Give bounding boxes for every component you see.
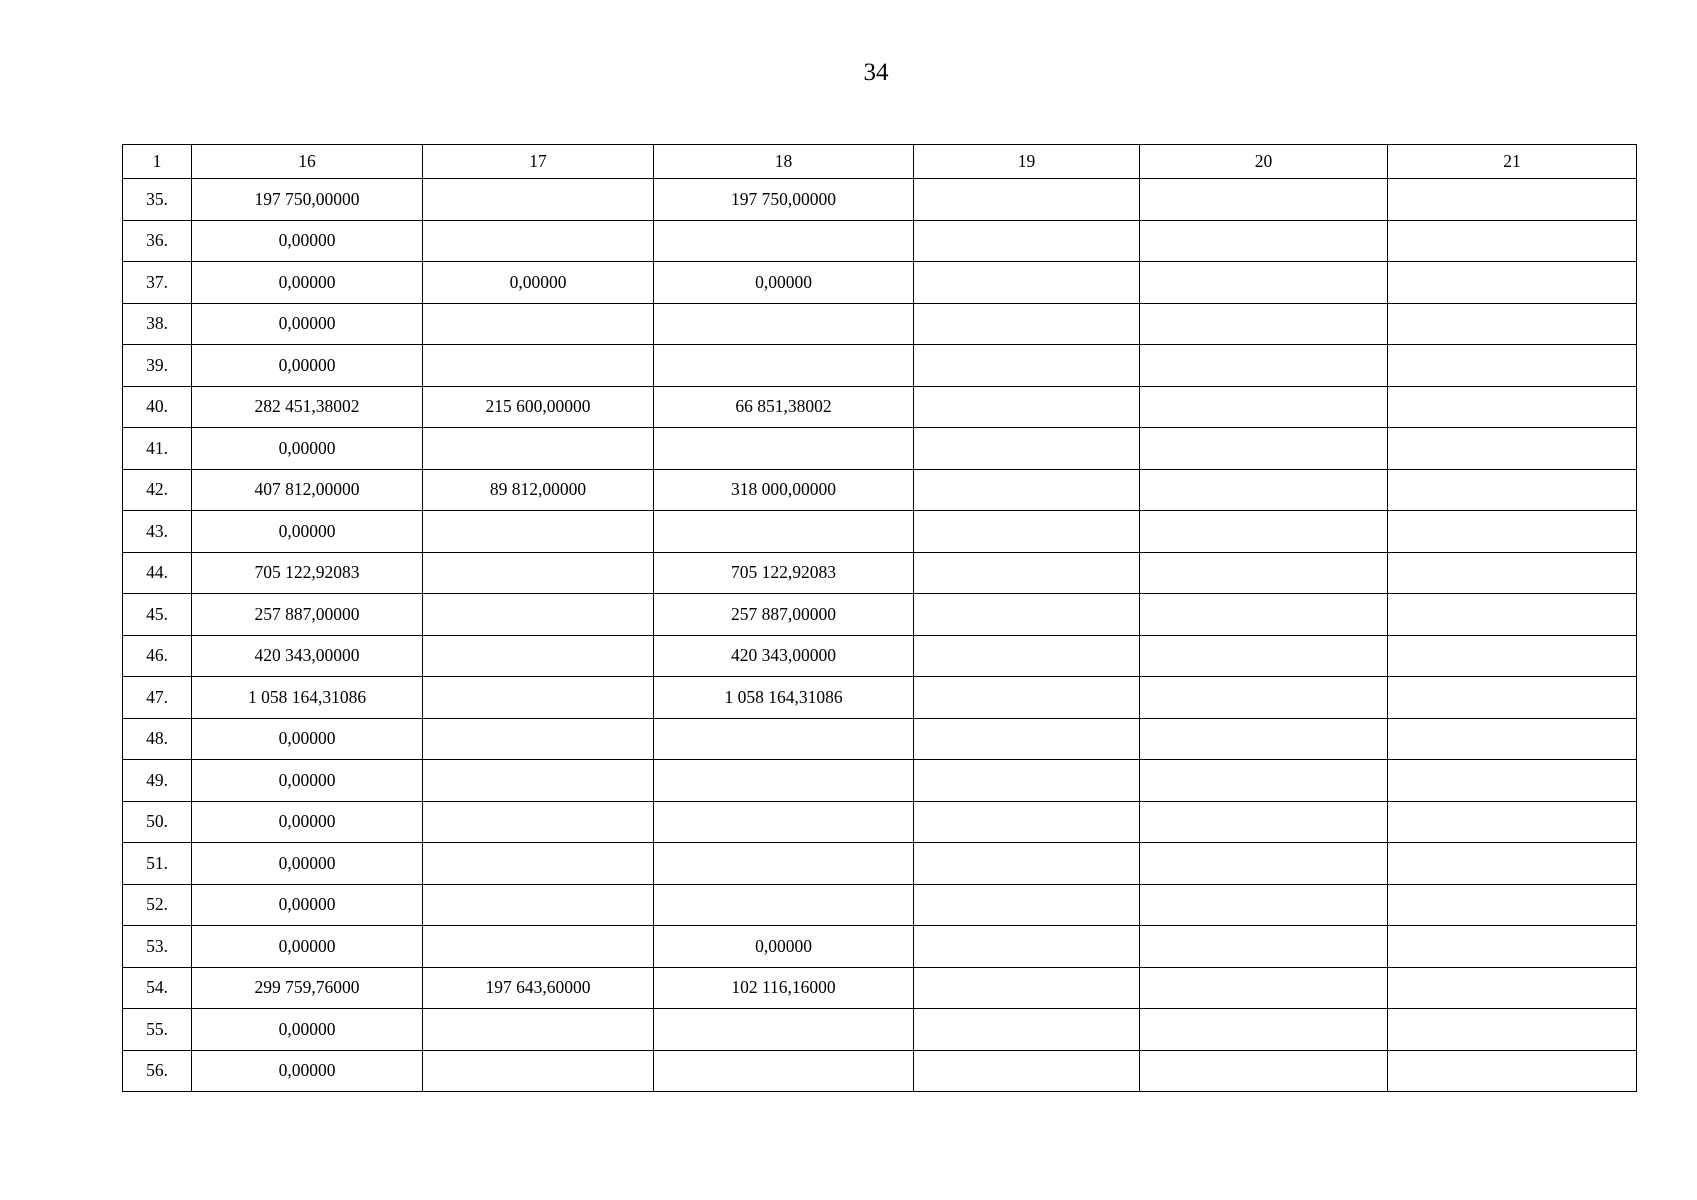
table-cell — [914, 967, 1140, 1009]
table-cell: 215 600,00000 — [423, 386, 654, 428]
table-cell — [1140, 801, 1388, 843]
table-row — [123, 1009, 1637, 1051]
table-cell — [914, 884, 1140, 926]
table-cell — [423, 179, 654, 221]
table-row — [123, 760, 1637, 802]
table-cell — [423, 303, 654, 345]
row-number-cell: 45. — [123, 594, 192, 636]
column-header-18: 18 — [654, 145, 914, 179]
table-cell — [654, 428, 914, 470]
table-cell — [654, 884, 914, 926]
table-cell — [1388, 843, 1637, 885]
table-row — [123, 552, 1637, 594]
table-cell — [1140, 511, 1388, 553]
column-header-16: 16 — [192, 145, 423, 179]
table-cell — [423, 552, 654, 594]
table-cell — [654, 303, 914, 345]
row-number-cell: 37. — [123, 262, 192, 304]
table-cell: 0,00000 — [192, 303, 423, 345]
table-cell: 257 887,00000 — [192, 594, 423, 636]
row-number-cell: 41. — [123, 428, 192, 470]
table-row — [123, 1050, 1637, 1092]
table-cell — [914, 262, 1140, 304]
table-cell: 0,00000 — [192, 843, 423, 885]
table-cell — [1388, 469, 1637, 511]
table-cell: 0,00000 — [654, 262, 914, 304]
table-cell: 0,00000 — [654, 926, 914, 968]
row-number-cell: 52. — [123, 884, 192, 926]
column-header-1: 1 — [123, 145, 192, 179]
table-cell: 0,00000 — [192, 718, 423, 760]
column-header-19: 19 — [914, 145, 1140, 179]
row-number-cell: 54. — [123, 967, 192, 1009]
table-cell — [1140, 220, 1388, 262]
table-cell — [1388, 926, 1637, 968]
column-header-20: 20 — [1140, 145, 1388, 179]
table-cell — [654, 843, 914, 885]
table-cell: 420 343,00000 — [654, 635, 914, 677]
table-cell — [423, 718, 654, 760]
table-cell — [1140, 635, 1388, 677]
table-cell — [1388, 303, 1637, 345]
table-cell — [914, 345, 1140, 387]
table-cell — [423, 926, 654, 968]
table-cell: 318 000,00000 — [654, 469, 914, 511]
table-cell — [654, 718, 914, 760]
row-number-cell: 46. — [123, 635, 192, 677]
row-number-cell: 38. — [123, 303, 192, 345]
table-cell: 0,00000 — [192, 220, 423, 262]
table-cell — [1140, 926, 1388, 968]
table-cell — [914, 760, 1140, 802]
table-cell: 0,00000 — [192, 428, 423, 470]
table-cell: 89 812,00000 — [423, 469, 654, 511]
table-cell: 705 122,92083 — [192, 552, 423, 594]
table-row — [123, 469, 1637, 511]
table-cell: 102 116,16000 — [654, 967, 914, 1009]
table-row — [123, 967, 1637, 1009]
table-cell — [423, 760, 654, 802]
table-cell — [914, 801, 1140, 843]
table-cell — [423, 220, 654, 262]
row-number-cell: 36. — [123, 220, 192, 262]
table-cell — [654, 1009, 914, 1051]
table-cell — [1388, 345, 1637, 387]
table-cell — [1140, 179, 1388, 221]
table-cell: 197 750,00000 — [654, 179, 914, 221]
table-row — [123, 220, 1637, 262]
column-header-17: 17 — [423, 145, 654, 179]
table-cell — [1388, 718, 1637, 760]
table-row — [123, 511, 1637, 553]
table-cell — [423, 884, 654, 926]
table-cell — [423, 677, 654, 719]
table-cell — [1140, 303, 1388, 345]
table-cell — [1140, 469, 1388, 511]
table-cell — [1140, 718, 1388, 760]
table-cell: 282 451,38002 — [192, 386, 423, 428]
table-cell — [423, 428, 654, 470]
row-number-cell: 35. — [123, 179, 192, 221]
table-cell: 197 750,00000 — [192, 179, 423, 221]
table-row — [123, 594, 1637, 636]
table-cell — [914, 469, 1140, 511]
table-cell — [654, 1050, 914, 1092]
table-row — [123, 926, 1637, 968]
table-cell — [1388, 677, 1637, 719]
table-cell — [1388, 635, 1637, 677]
table-cell: 420 343,00000 — [192, 635, 423, 677]
table-cell — [423, 801, 654, 843]
table-cell — [1388, 967, 1637, 1009]
table-cell — [1388, 1009, 1637, 1051]
table-cell: 0,00000 — [192, 760, 423, 802]
table-body — [123, 179, 1637, 1092]
table-cell — [1388, 552, 1637, 594]
table-cell — [1388, 511, 1637, 553]
row-number-cell: 50. — [123, 801, 192, 843]
row-number-cell: 53. — [123, 926, 192, 968]
table-cell — [1140, 345, 1388, 387]
table-cell — [423, 345, 654, 387]
table-cell: 1 058 164,31086 — [654, 677, 914, 719]
data-table — [122, 144, 1637, 1092]
table-cell — [1388, 760, 1637, 802]
table-cell — [1140, 884, 1388, 926]
table-cell — [914, 635, 1140, 677]
table-cell — [1388, 801, 1637, 843]
table-row — [123, 677, 1637, 719]
table-cell: 0,00000 — [192, 345, 423, 387]
header-row — [123, 145, 1637, 179]
table-cell — [423, 511, 654, 553]
table-cell: 0,00000 — [192, 511, 423, 553]
table-cell — [1388, 220, 1637, 262]
table-cell — [1140, 677, 1388, 719]
page-number: 34 — [863, 59, 889, 86]
table-cell — [1140, 1009, 1388, 1051]
row-number-cell: 56. — [123, 1050, 192, 1092]
table-cell — [1140, 1050, 1388, 1092]
table-cell — [654, 801, 914, 843]
table-cell: 257 887,00000 — [654, 594, 914, 636]
table-cell: 1 058 164,31086 — [192, 677, 423, 719]
table-cell — [1388, 594, 1637, 636]
table-cell — [423, 843, 654, 885]
table-cell — [914, 926, 1140, 968]
table-cell — [1140, 262, 1388, 304]
table-header — [123, 145, 1637, 179]
table-cell: 705 122,92083 — [654, 552, 914, 594]
table-cell — [914, 303, 1140, 345]
table-cell — [654, 760, 914, 802]
table-cell — [1140, 843, 1388, 885]
table-row — [123, 345, 1637, 387]
table-cell — [914, 428, 1140, 470]
table-cell — [1388, 884, 1637, 926]
table-cell: 0,00000 — [192, 1009, 423, 1051]
row-number-cell: 42. — [123, 469, 192, 511]
table-cell — [423, 635, 654, 677]
table-cell — [654, 511, 914, 553]
table-cell — [914, 594, 1140, 636]
table-cell: 0,00000 — [192, 801, 423, 843]
table-row — [123, 428, 1637, 470]
table-cell: 407 812,00000 — [192, 469, 423, 511]
column-header-21: 21 — [1388, 145, 1637, 179]
table-cell — [654, 345, 914, 387]
table-cell — [1388, 262, 1637, 304]
table-cell: 0,00000 — [192, 1050, 423, 1092]
table-cell — [1140, 428, 1388, 470]
table-cell — [423, 1050, 654, 1092]
table-cell — [914, 220, 1140, 262]
table-cell — [423, 594, 654, 636]
row-number-cell: 47. — [123, 677, 192, 719]
table-cell — [1140, 594, 1388, 636]
table-cell — [914, 552, 1140, 594]
table-cell — [1140, 386, 1388, 428]
table-cell: 197 643,60000 — [423, 967, 654, 1009]
table-row — [123, 884, 1637, 926]
table-row — [123, 843, 1637, 885]
table-row — [123, 635, 1637, 677]
table-cell: 0,00000 — [192, 884, 423, 926]
table-cell — [914, 511, 1140, 553]
table-row — [123, 262, 1637, 304]
table-cell: 66 851,38002 — [654, 386, 914, 428]
row-number-cell: 51. — [123, 843, 192, 885]
row-number-cell: 49. — [123, 760, 192, 802]
table-cell: 0,00000 — [192, 262, 423, 304]
row-number-cell: 40. — [123, 386, 192, 428]
table-cell — [1388, 179, 1637, 221]
table-cell — [1388, 1050, 1637, 1092]
table-cell — [1140, 552, 1388, 594]
table-cell — [914, 843, 1140, 885]
table-cell — [914, 677, 1140, 719]
row-number-cell: 55. — [123, 1009, 192, 1051]
table-cell: 0,00000 — [192, 926, 423, 968]
table-cell — [1388, 386, 1637, 428]
table-cell — [1388, 428, 1637, 470]
table-row — [123, 801, 1637, 843]
table-cell — [914, 1050, 1140, 1092]
row-number-cell: 44. — [123, 552, 192, 594]
table-cell — [654, 220, 914, 262]
table-row — [123, 718, 1637, 760]
table-cell — [423, 1009, 654, 1051]
table-row — [123, 386, 1637, 428]
table-cell — [914, 386, 1140, 428]
table-row — [123, 179, 1637, 221]
row-number-cell: 43. — [123, 511, 192, 553]
table-cell — [914, 179, 1140, 221]
table-cell — [914, 718, 1140, 760]
table-cell: 299 759,76000 — [192, 967, 423, 1009]
table-cell — [1140, 760, 1388, 802]
table-cell: 0,00000 — [423, 262, 654, 304]
table-cell — [914, 1009, 1140, 1051]
table-row — [123, 303, 1637, 345]
row-number-cell: 39. — [123, 345, 192, 387]
row-number-cell: 48. — [123, 718, 192, 760]
table-cell — [1140, 967, 1388, 1009]
